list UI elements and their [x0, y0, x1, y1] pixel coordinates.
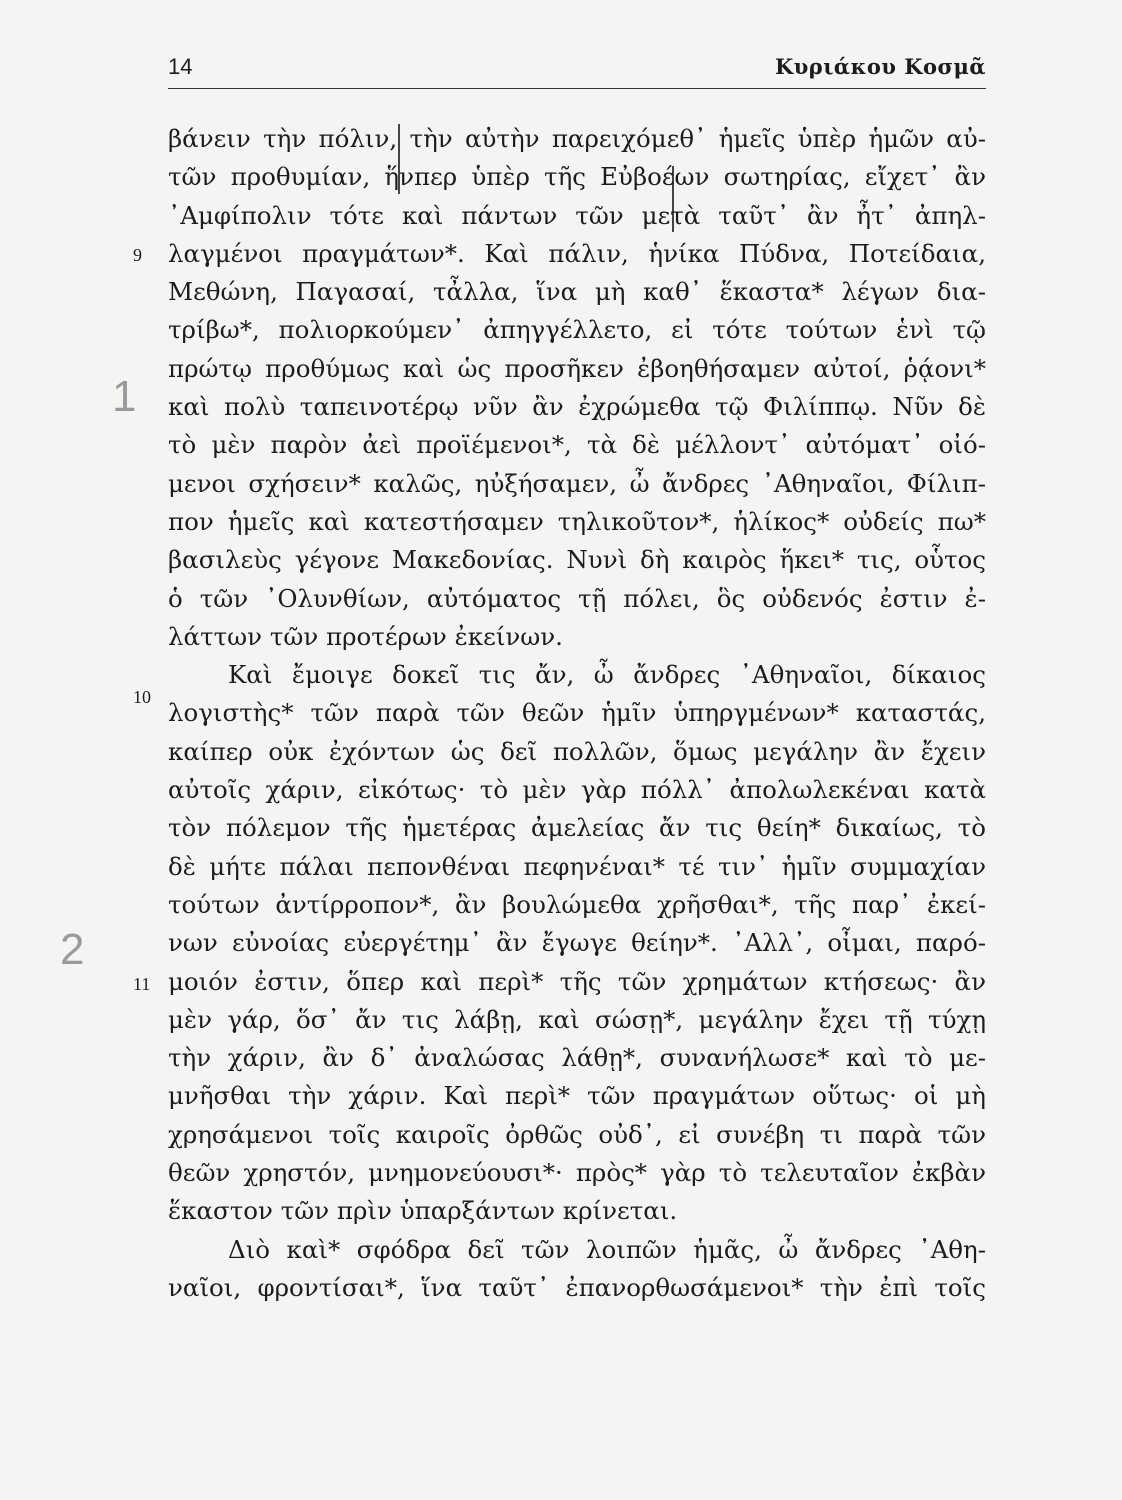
page-header: [168, 48, 986, 89]
text-line: τῶν προθυμίαν, ἥνπερ ὑπὲρ τῆς Εὐβοέων σωτηρίας, εἴχετ᾽ ἂν: [168, 162, 986, 192]
text-line: βάνειν τὴν πόλιν, τὴν αὐτὴν παρειχόμεθ᾽ ἡμεῖς ὑπὲρ ἡμῶν αὐ-: [168, 124, 986, 153]
text-line: Καὶ ἔμοιγε δοκεῖ τις ἄν, ὦ ἄνδρες ᾽Αθηναῖοι, δίκαιος: [228, 660, 986, 690]
text-line: μοιόν ἐστιν, ὅπερ καὶ περὶ* τῆς τῶν χρημάτων κτήσεως· ἂν: [168, 966, 986, 996]
text-line: λογιστὴς* τῶν παρὰ τῶν θεῶν ἡμῖν ὑπηργμένων* καταστάς,: [168, 698, 986, 728]
text-line: νων εὐνοίας εὐεργέτημ᾽ ἂν ἔγωγε θείην*. ᾽Αλλ᾽, οἶμαι, παρό-: [168, 928, 986, 958]
text-line: μενοι σχήσειν* καλῶς, ηὐξήσαμεν, ὦ ἄνδρες ᾽Αθηναῖοι, Φίλιπ-: [168, 468, 986, 498]
text-line: ὁ τῶν ᾽Ολυνθίων, αὐτόματος τῇ πόλει, ὃς οὐδενός ἐστιν ἐ-: [168, 583, 986, 613]
text-line: πρώτῳ προθύμως καὶ ὡς προσῆκεν ἐβοηθήσαμεν αὐτοί, ῥᾴονι*: [168, 353, 986, 383]
text-line: λάττων τῶν προτέρων ἐκείνων.: [168, 621, 563, 651]
running-head: Κυριάκου Κοσμᾶ: [774, 54, 986, 79]
text-line: αὐτοῖς χάριν, εἰκότως· τὸ μὲν γὰρ πόλλ᾽ ἀπολωλεκέναι κατὰ: [168, 775, 986, 805]
section-number-10: 10: [133, 687, 151, 707]
text-line: Διὸ καὶ* σφόδρα δεῖ τῶν λοιπῶν ἡμᾶς, ὦ ἄνδρες ᾽Αθη-: [228, 1234, 986, 1264]
page-number: 14: [168, 54, 193, 79]
body-text: [168, 120, 986, 1307]
text-line: ναῖοι, φροντίσαι*, ἵνα ταῦτ᾽ ἐπανορθωσάμενοι* τὴν ἐπὶ τοῖς: [168, 1272, 986, 1302]
text-line: ἕκαστον τῶν πρὶν ὑπαρξάντων κρίνεται.: [168, 1196, 678, 1226]
text-line: ᾽Αμφίπολιν τότε καὶ πάντων τῶν μετὰ ταῦτ᾽ ἂν ἦτ᾽ ἀπηλ-: [168, 200, 986, 230]
text-line: δὲ μήτε πάλαι πεπονθέναι πεφηνέναι* τέ τιν᾽ ἡμῖν συμμαχίαν: [168, 851, 986, 881]
text-line: τὴν χάριν, ἂν δ᾽ ἀναλώσας λάθῃ*, συνανήλωσε* καὶ τὸ με-: [168, 1043, 986, 1073]
text-line: Μεθώνη, Παγασαί, τἆλλα, ἵνα μὴ καθ᾽ ἕκαστα* λέγων δια-: [168, 277, 986, 307]
text-line: χρησάμενοι τοῖς καιροῖς ὀρθῶς οὐδ᾽, εἰ συνέβη τι παρὰ τῶν: [168, 1119, 986, 1149]
text-line: πον ἡμεῖς καὶ κατεστήσαμεν τηλικοῦτον*, ἡλίκος* οὐδείς πω*: [168, 506, 986, 536]
section-number-9: 9: [133, 245, 142, 265]
text-line: βασιλεὺς γέγονε Μακεδονίας. Νυνὶ δὴ καιρὸς ἥκει* τις, οὗτος: [168, 545, 986, 575]
text-line: καὶ πολὺ ταπεινοτέρῳ νῦν ἂν ἐχρώμεθα τῷ Φιλίππῳ. Νῦν δὲ: [168, 392, 986, 422]
pencil-annotation-1: 1: [112, 372, 137, 421]
text-line: καίπερ οὐκ ἐχόντων ὡς δεῖ πολλῶν, ὅμως μεγάλην ἂν ἔχειν: [168, 736, 986, 766]
text-line: θεῶν χρηστόν, μνημονεύουσι*· πρὸς* γὰρ τὸ τελευταῖον ἐκβὰν: [168, 1158, 986, 1188]
text-line: μὲν γάρ, ὅσ᾽ ἄν τις λάβῃ, καὶ σώσῃ*, μεγάλην ἔχει τῇ τύχῃ: [168, 1004, 986, 1034]
pencil-annotation-2: 2: [60, 925, 85, 974]
text-line: τὸ μὲν παρὸν ἀεὶ προϊέμενοι*, τὰ δὲ μέλλοντ᾽ αὐτόματ᾽ οἰό-: [168, 430, 986, 460]
section-number-11: 11: [133, 974, 151, 994]
text-line: τρίβω*, πολιορκούμεν᾽ ἀπηγγέλλετο, εἰ τότε τούτων ἑνὶ τῷ: [168, 315, 986, 345]
text-line: τὸν πόλεμον τῆς ἡμετέρας ἀμελείας ἄν τις θείη* δικαίως, τὸ: [168, 813, 986, 843]
text-line: μνῆσθαι τὴν χάριν. Καὶ περὶ* τῶν πραγμάτων οὕτως· οἱ μὴ: [168, 1081, 986, 1111]
text-line: λαγμένοι πραγμάτων*. Καὶ πάλιν, ἡνίκα Πύδνα, Ποτείδαια,: [168, 238, 986, 268]
text-line: τούτων ἀντίρροπον*, ἂν βουλώμεθα χρῆσθαι*, τῆς παρ᾽ ἐκεί-: [168, 889, 986, 919]
